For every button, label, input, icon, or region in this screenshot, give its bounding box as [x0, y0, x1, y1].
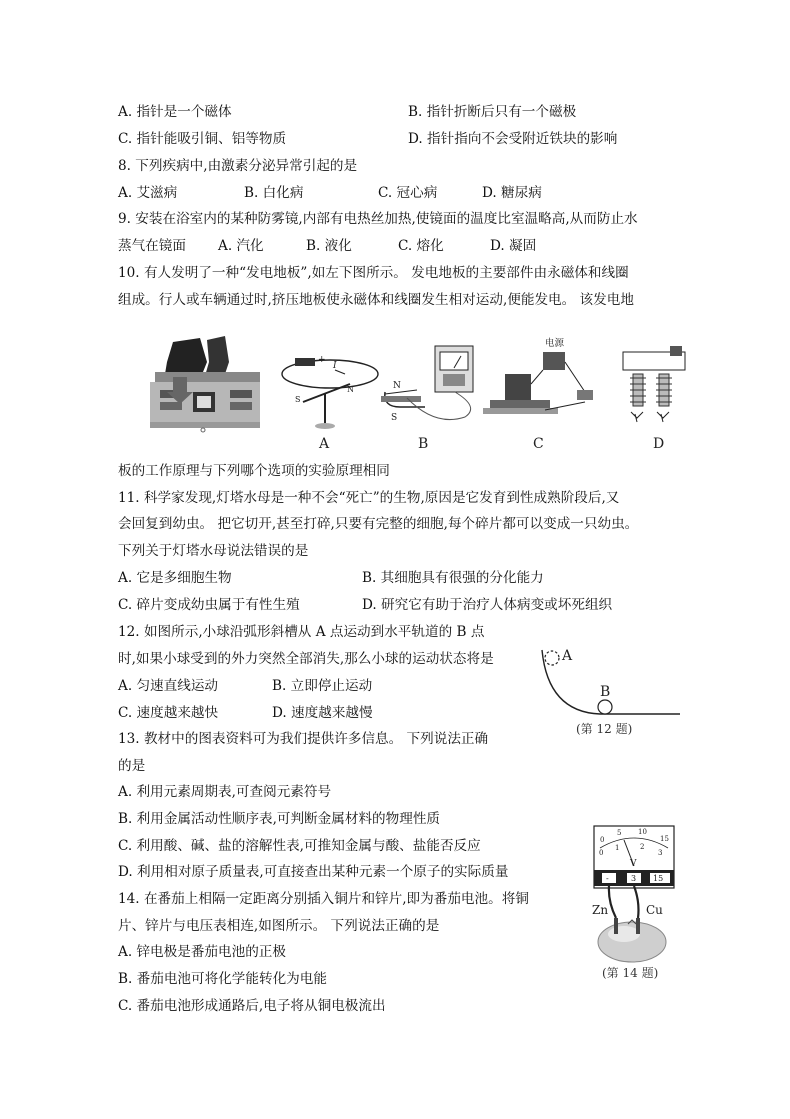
- q10-line1: 10. 有人发明了一种“发电地板”,如左下图所示。 发电地板的主要部件由永磁体和线圈: [118, 265, 629, 281]
- option-a-figure: [282, 355, 378, 429]
- q11-line3: 下列关于灯塔水母说法错误的是: [118, 543, 309, 559]
- svg-text:15: 15: [660, 835, 669, 843]
- q7-option-b: B. 指针折断后只有一个磁极: [408, 104, 577, 120]
- q10-line2: 组成。行人或车辆通过时,挤压地板使永磁体和线圈发生相对运动,便能发电。 该发电地: [118, 292, 634, 308]
- svg-text:S: S: [295, 395, 301, 404]
- q12-caption: (第 12 题): [576, 722, 633, 736]
- q7-option-c: C. 指针能吸引铜、铝等物质: [118, 131, 287, 147]
- q12-option-c: C. 速度越来越快: [118, 705, 219, 721]
- svg-text:2: 2: [640, 843, 645, 851]
- q12-line2: 时,如果小球受到的外力突然全部消失,那么小球的运动状态将是: [118, 651, 494, 667]
- q8-option-b: B. 白化病: [244, 185, 304, 201]
- terminal-negative: -: [606, 874, 609, 883]
- svg-text:0: 0: [600, 836, 605, 844]
- q11-option-d: D. 研究它有助于治疗人体病变或坏死组织: [362, 597, 613, 613]
- q12-figure: [530, 640, 685, 740]
- q12-option-d: D. 速度越来越慢: [272, 705, 373, 721]
- q9-line1: 9. 安装在浴室内的某种防雾镜,内部有电热丝加热,使镜面的温度比室温略高,从而防止水: [118, 211, 638, 227]
- svg-text:I: I: [333, 361, 337, 371]
- svg-text:0: 0: [599, 849, 604, 857]
- q13-option-a: A. 利用元素周期表,可查阅元素符号: [118, 784, 332, 800]
- svg-text:5: 5: [617, 829, 622, 837]
- q8-option-c: C. 冠心病: [378, 185, 438, 201]
- q13-option-b: B. 利用金属活动性顺序表,可判断金属材料的物理性质: [118, 811, 441, 827]
- q14-option-b: B. 番茄电池可将化学能转化为电能: [118, 971, 327, 987]
- q7-option-d: D. 指针指向不会受附近铁块的影响: [408, 131, 618, 147]
- q8-stem: 8. 下列疾病中,由激素分泌异常引起的是: [118, 158, 358, 174]
- q11-option-b: B. 其细胞具有很强的分化能力: [362, 570, 544, 586]
- q13-option-d: D. 利用相对原子质量表,可直接查出某种元素一个原子的实际质量: [118, 864, 509, 880]
- q11-line2: 会回复到幼虫。 把它切开,甚至打碎,只要有完整的细胞,每个碎片都可以变成一只幼虫。: [118, 516, 639, 532]
- q9-line2: 蒸气在镜面: [118, 238, 186, 254]
- svg-text:10: 10: [638, 828, 647, 836]
- svg-text:S: S: [391, 413, 398, 423]
- q9-option-a: A. 汽化: [218, 238, 264, 254]
- q10-label-c: C: [533, 436, 544, 452]
- q14-line1: 14. 在番茄上相隔一定距离分别插入铜片和锌片,即为番茄电池。将铜: [118, 891, 529, 907]
- terminal-3: 3: [631, 874, 637, 883]
- q12-point-a-label: A: [562, 648, 573, 664]
- q14-option-c: C. 番茄电池形成通路后,电子将从铜电极流出: [118, 998, 386, 1014]
- option-b-figure: [381, 346, 473, 423]
- q12-option-a: A. 匀速直线运动: [118, 678, 219, 694]
- svg-text:电源: 电源: [545, 338, 565, 349]
- q10-label-d: D: [653, 436, 665, 452]
- q10-figure: [145, 332, 690, 458]
- q8-option-d: D. 糖尿病: [482, 185, 542, 201]
- q9-option-c: C. 熔化: [398, 238, 444, 254]
- q11-option-a: A. 它是多细胞生物: [118, 570, 232, 586]
- svg-text:N: N: [393, 381, 401, 391]
- q11-option-c: C. 碎片变成幼虫属于有性生殖: [118, 597, 300, 613]
- q13-line1: 13. 教材中的图表资料可为我们提供许多信息。 下列说法正确: [118, 731, 489, 747]
- terminal-15: 15: [653, 874, 664, 883]
- svg-text:N: N: [347, 385, 354, 394]
- option-c-figure: [483, 337, 593, 414]
- svg-text:1: 1: [615, 844, 620, 852]
- q14-line2: 片、锌片与电压表相连,如图所示。 下列说法正确的是: [118, 918, 440, 934]
- zn-label: Zn: [592, 903, 609, 917]
- option-d-figure: [623, 346, 685, 422]
- q9-option-d: D. 凝固: [490, 238, 537, 254]
- q10-line3: 板的工作原理与下列哪个选项的实验原理相同: [118, 463, 390, 479]
- q7-option-a: A. 指针是一个磁体: [118, 104, 232, 120]
- svg-text:3: 3: [658, 849, 663, 857]
- svg-text:+: +: [318, 355, 326, 365]
- q10-label-a: A: [319, 436, 330, 452]
- svg-text:V: V: [630, 859, 637, 869]
- q14-option-a: A. 锌电极是番茄电池的正极: [118, 944, 286, 960]
- q14-figure: [588, 822, 682, 984]
- cu-label: Cu: [646, 903, 663, 917]
- generator-floor-figure: [150, 336, 260, 432]
- q8-option-a: A. 艾滋病: [118, 185, 178, 201]
- q13-option-c: C. 利用酸、碱、盐的溶解性表,可推知金属与酸、盐能否反应: [118, 838, 481, 854]
- q9-option-b: B. 液化: [306, 238, 352, 254]
- q13-line2: 的是: [118, 758, 146, 774]
- q12-option-b: B. 立即停止运动: [272, 678, 373, 694]
- q10-label-b: B: [418, 436, 429, 452]
- q11-line1: 11. 科学家发现,灯塔水母是一种不会“死亡”的生物,原因是它发育到性成熟阶段后,又: [118, 490, 620, 506]
- q12-line1: 12. 如图所示,小球沿弧形斜槽从 A 点运动到水平轨道的 B 点: [118, 624, 485, 640]
- q12-point-b-label: B: [600, 684, 611, 700]
- q14-caption: (第 14 题): [602, 966, 659, 980]
